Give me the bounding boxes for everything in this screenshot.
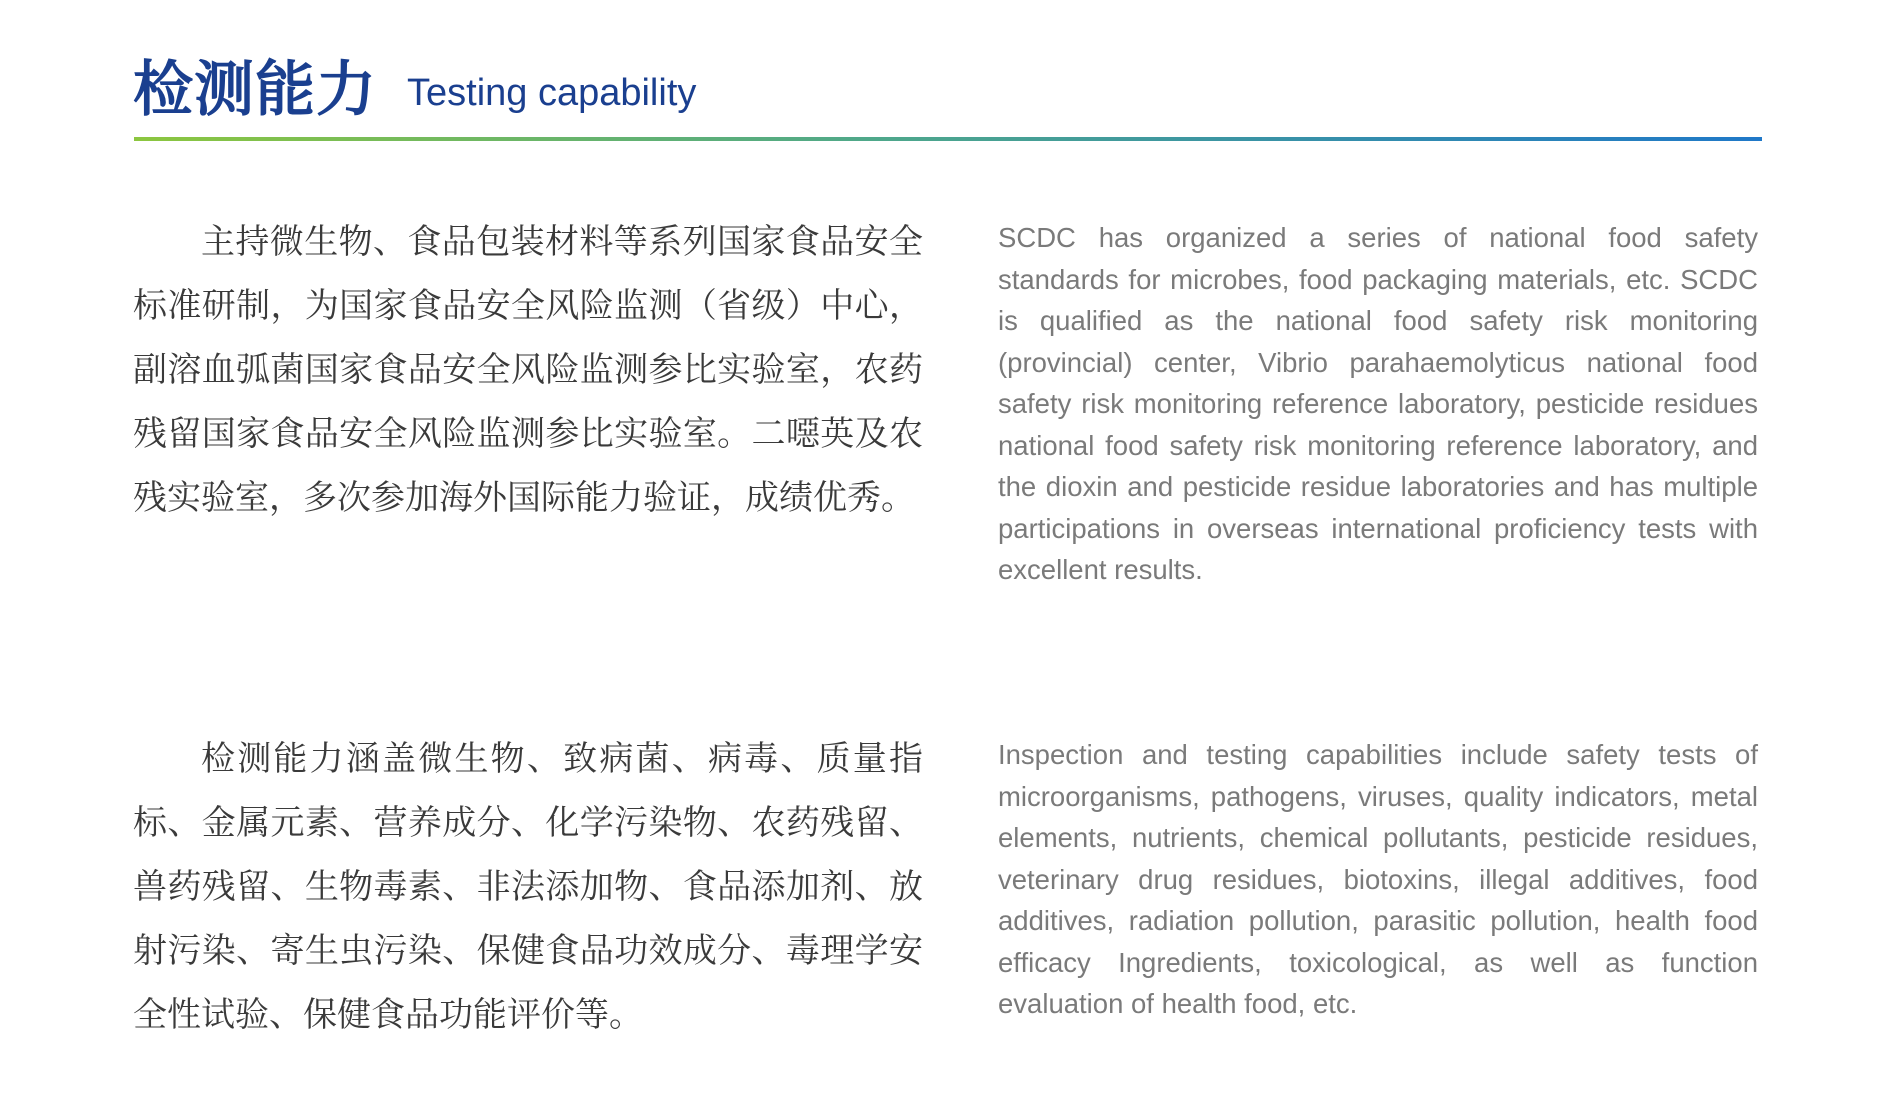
paragraph-english-1: SCDC has organized a series of national food safety standards for microbes, food packaging materials, etc. SCDC is qualified as the national food safety risk monitoring (provincial) center, Vibrio parahaemolyticus national food safety risk monitoring reference laboratory, pesticide residues national food safety risk monitoring reference laboratory, and the dioxin and pesticide residue laboratories and has multiple participations in overseas international proficiency tests with excellent results. xyxy=(998,222,1758,585)
page-title-chinese: 检测能力 xyxy=(133,55,377,125)
section-header xyxy=(133,54,696,126)
paragraph-chinese-1: 主持微生物、食品包装材料等系列国家食品安全标准研制，为国家食品安全风险监测（省级）中心，副溶血弧菌国家食品安全风险监测参比实验室，农药残留国家食品安全风险监测参比实验室。二噁英及农残实验室，多次参加海外国际能力验证，成绩优秀。 xyxy=(133,222,923,518)
gradient-divider xyxy=(134,137,1762,141)
paragraph-chinese-2: 检测能力涵盖微生物、致病菌、病毒、质量指标、金属元素、营养成分、化学污染物、农药残留、兽药残留、生物毒素、非法添加物、食品添加剂、放射污染、寄生虫污染、保健食品功效成分、毒理学安全性试验、保健食品功能评价等。 xyxy=(133,739,923,1035)
paragraph-english-2: Inspection and testing capabilities include safety tests of microorganisms, pathogens, viruses, quality indicators, metal elements, nutrients, chemical pollutants, pesticide residues, veterinary drug residues, biotoxins, illegal additives, food additives, radiation pollution, parasitic pollution, health food efficacy Ingredients, toxicological, as well as function evaluation of health food, etc. xyxy=(998,739,1758,1019)
page-title-english: Testing capability xyxy=(407,72,697,114)
